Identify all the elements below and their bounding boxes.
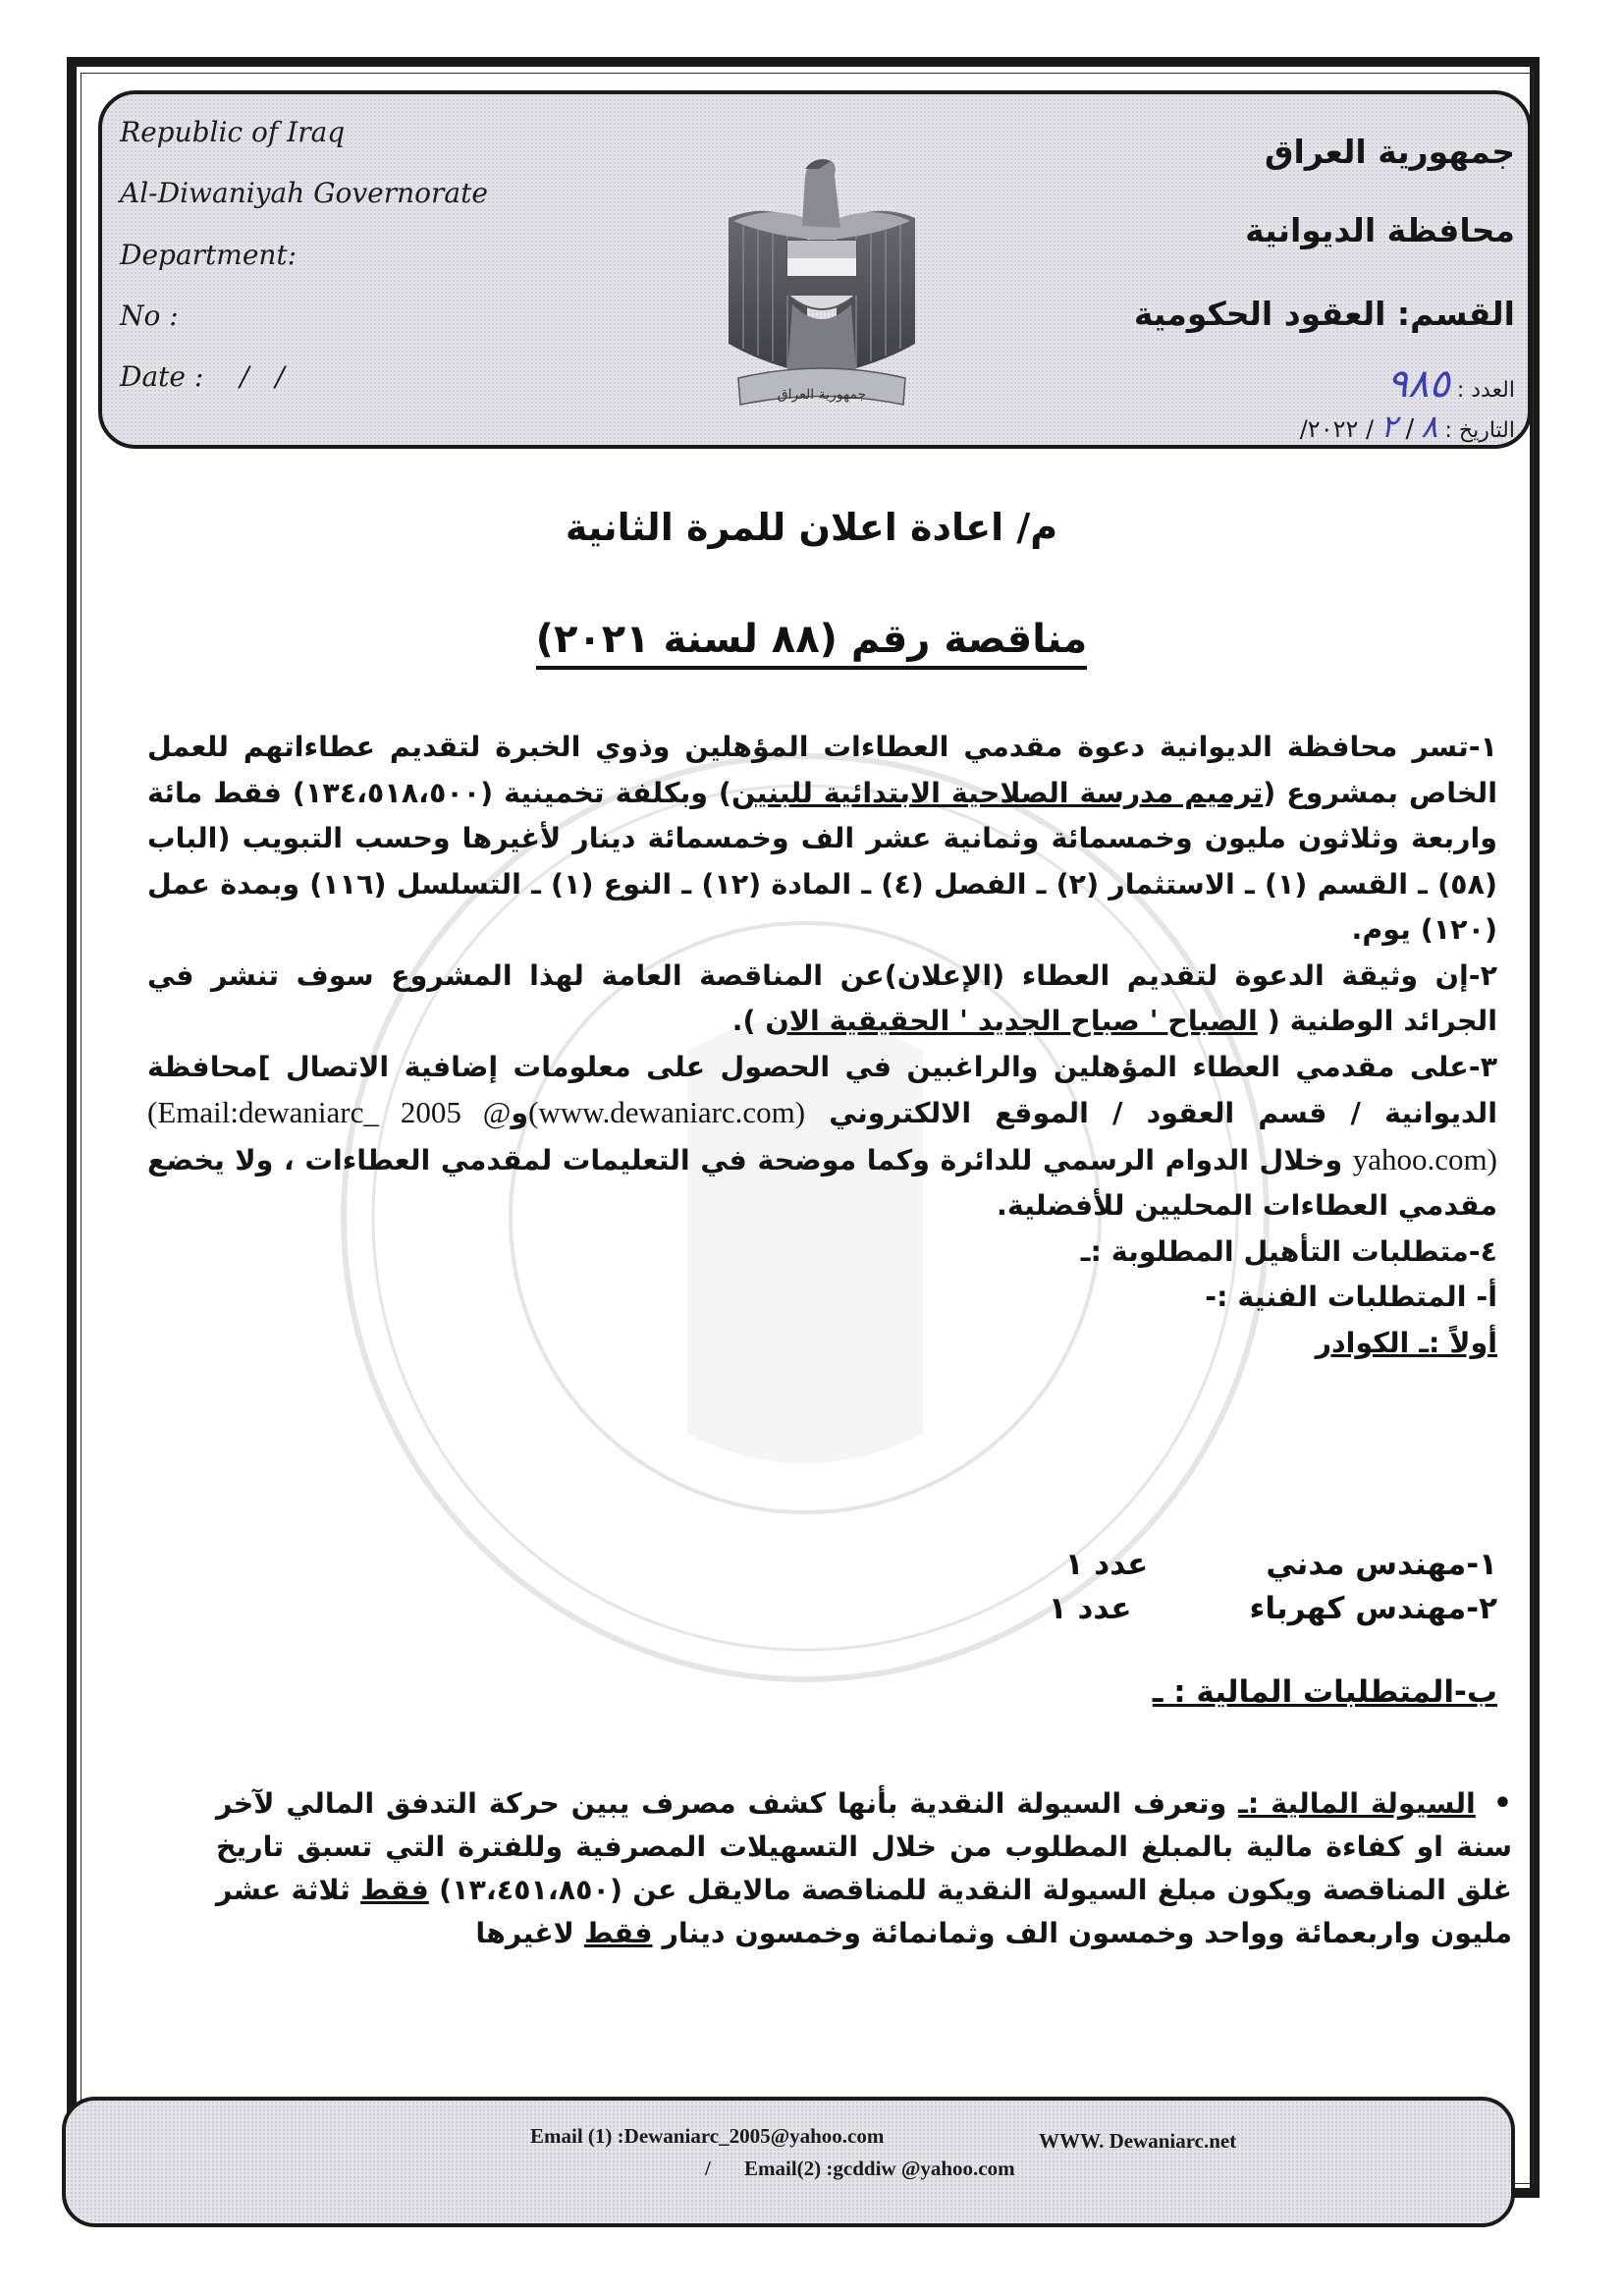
doc-title-readvertisement: م/ اعادة اعلان للمرة الثانية (565, 506, 1058, 549)
financial-body (216, 1782, 1512, 1955)
footer-email-2[interactable]: Email(2) :gcddiw @yahoo.com (744, 2157, 1015, 2180)
clause-3-and: و (511, 1097, 529, 1129)
letterhead-date-label (120, 360, 285, 393)
doc-title-tender-number (0, 617, 1623, 662)
letterhead-governorate-en: Al-Diwaniyah Governorate (120, 177, 488, 209)
letterhead-country-ar: جمهورية العراق (1265, 133, 1515, 171)
liquidity-only: فقط (360, 1874, 429, 1906)
clause-2-intro: ٢-إن وثيقة الدعوة لتقديم العطاء (1004, 958, 1497, 992)
letterhead-department-label: Department: (120, 239, 298, 271)
number-handwritten: ٩٨٥ (1386, 361, 1450, 407)
letterhead-department-ar: القسم: العقود الحكومية (1133, 295, 1515, 333)
tender-number-text: مناقصة رقم (٨٨ لسنة ٢٠٢١) (536, 617, 1088, 670)
date-day-handwritten: ٨ (1421, 408, 1438, 445)
financial-heading (1153, 1674, 1497, 1710)
emblem-caption: جمهورية العراق (777, 387, 867, 403)
clause-2-announcement: (الإعلان) (884, 958, 1005, 992)
letterhead-country-en: Republic of Iraq (120, 116, 346, 148)
liquidity-text-a: وتعرف السيولة النقدية بأنها كشف مصرف يبين حركة التدفق المالي لآخر سنة او كفاءة مالية بالمبلغ المطلوب من خلال التسهيلات المصرفية وللفترة التي تسبق تاريخ غلق المناقصة ويكون مبلغ السيولة النقدية للمناقصة مالايقل عن (١٣،٤٥١،٨٥٠) (216, 1787, 1512, 1906)
footer-email-1[interactable]: Email (1) :Dewaniarc_2005@yahoo.com (530, 2124, 885, 2148)
liquidity-clause (216, 1782, 1512, 1955)
number-label: العدد : (1456, 378, 1515, 403)
iraq-eagle-emblem-icon (709, 147, 935, 422)
footer-slash: / (705, 2157, 711, 2180)
website-link[interactable]: (www.dewaniarc.com) (528, 1095, 806, 1129)
liquidity-only-2: فقط (583, 1917, 653, 1949)
letterhead-no-label: No : (120, 300, 179, 332)
section-4-heading: ٤-متطلبات التأهيل المطلوبة :ـ (1080, 1234, 1497, 1268)
staff-role: ١-مهندس مدني (1266, 1547, 1497, 1582)
staff-item (1049, 1591, 1497, 1626)
staff-count: عدد ١ (1064, 1547, 1149, 1582)
clause-1-cost: ) وبكلفة تخمينية (١٣٤،٥١٨،٥٠٠) فقط مائة واربعة وثلاثون مليون وخمسمائة وثمانية عشر الف وخمسمائة دينار لأغيرها وحسب التبويب (الباب (٥٨) ـ القسم (١) ـ الاستثمار (٢) ـ الفصل (٤) ـ المادة (١٢) ـ النوع (١) ـ التسلسل (١١٦) وبمدة عمل (١٢٠) يوم. (147, 776, 1497, 946)
date-label-text: Date : (120, 360, 204, 393)
letterhead-number (1386, 361, 1515, 407)
staff-role: ٢-مهندس كهرباء (1249, 1591, 1497, 1626)
date-year: / ٢٠٢٢/ (1299, 415, 1375, 443)
clause-3 (147, 1045, 1497, 1230)
section-4a-first (147, 1321, 1497, 1367)
staff-item (1065, 1547, 1497, 1582)
staff-heading: أولاً :ـ الكوادر (1315, 1326, 1497, 1359)
date-month-handwritten: ٢ (1380, 408, 1398, 445)
letterhead-date-ar: التاريخ : ٨ / ٢ / ٢٠٢٢/ (1299, 408, 1515, 445)
newspapers: الصباح ' صباح الجديد ' الحقيقية الان (765, 1005, 1258, 1037)
date-slashes: / / (240, 360, 285, 393)
email-link[interactable]: (Email:dewaniarc_ 2005 @ yahoo.com) (147, 1095, 1497, 1176)
clause-3-text: وخلال الدوام الرسمي للدائرة وكما موضحة في التعليمات لمقدمي العطاءات ، ولا يخضع مقدمي العطاءات المحليين للأفضلية. (147, 1143, 1497, 1222)
bullet-icon: • (1492, 1786, 1512, 1821)
letterhead-governorate-ar: محافظة الديوانية (1245, 211, 1515, 249)
clause-2-end: ). (731, 1005, 766, 1037)
tender-body (147, 725, 1497, 1366)
clause-3-intro: ٣-على مقدمي العطاء المؤهلين والراغبين في الحصول على معلومات إضافية الاتصال ]محافظة الديوانية / قسم العقود / الموقع الالكتروني (147, 1050, 1497, 1129)
project-name: ترميم مدرسة الصلاحية الابتدائية للبنين (730, 776, 1264, 809)
liquidity-text-b: ثلاثة عشر مليون واربعمائة وواحد وخمسون الف وثمانمائة وخمسون دينار (216, 1874, 1512, 1949)
clause-2 (147, 954, 1497, 1045)
liquidity-label: السيولة المالية :ـ (1238, 1787, 1476, 1820)
liquidity-text-c: لاغيرها (475, 1917, 584, 1949)
staff-count: عدد ١ (1048, 1591, 1132, 1626)
section-4a-heading: أ- المتطلبات الفنية :- (1205, 1281, 1497, 1313)
date-ar-label: التاريخ : (1444, 418, 1515, 443)
financial-heading-text: ب-المتطلبات المالية : ـ (1152, 1674, 1497, 1710)
clause-2-text: عن المناقصة العامة لهذا المشروع سوف تنشر في الجرائد الوطنية ( (147, 958, 1497, 1037)
clause-1-intro: ١-تسر محافظة الديوانية دعوة مقدمي العطاءات المؤهلين وذوي الخبرة لتقديم عطاءاتهم للعمل الخاص بمشروع ( (147, 731, 1497, 809)
footer-website[interactable]: WWW. Dewaniarc.net (1039, 2129, 1237, 2153)
clause-1 (147, 725, 1497, 954)
